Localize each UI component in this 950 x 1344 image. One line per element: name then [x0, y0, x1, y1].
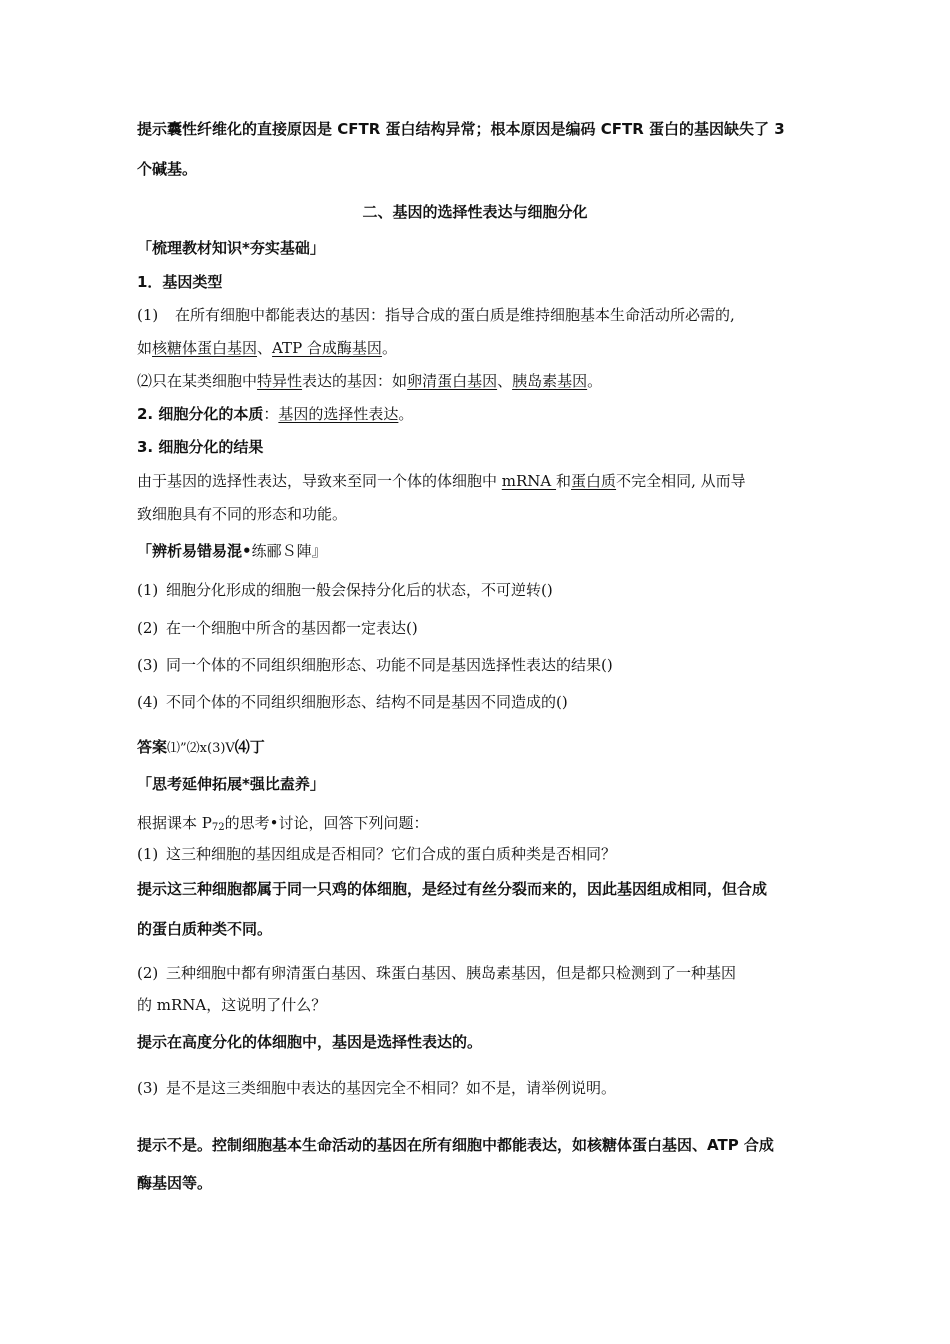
item-text: 。: [587, 372, 603, 390]
underlined-answer: 卵清蛋白基因: [407, 372, 498, 390]
hint-2-line-1: [137, 877, 767, 901]
answer-tail: ⑷丁: [234, 738, 265, 756]
item-number: (2): [137, 964, 159, 982]
question-2-line-2: 的 mRNA，这说明了什么？: [137, 996, 327, 1014]
item-1-p2: [137, 369, 602, 393]
block-title-bold: 「辨析易错易混•: [137, 542, 252, 560]
answer-text: ⑴”⑵x(3)V: [167, 741, 235, 756]
hint-4-line-1: [137, 1133, 774, 1157]
item-3-heading: 3. 细胞分化的结果: [137, 438, 264, 456]
hint-1-line-2: [137, 157, 197, 181]
underlined-answer: 特异性: [257, 372, 303, 390]
item-text: 表达的基因：如: [302, 372, 408, 390]
answer-line: [137, 735, 265, 761]
underlined-answer: ATP 合成酶基因: [272, 339, 382, 357]
block-title-judge: [137, 539, 327, 563]
answer-label: 答案: [137, 738, 168, 756]
block-title-rest: 练郦Ｓ陣』: [251, 542, 327, 560]
item-2-heading: 2. 细胞分化的本质: [137, 405, 264, 423]
question-1: [137, 842, 616, 866]
item-number: (1): [137, 845, 159, 863]
item-text: 在所有细胞中都能表达的基因：指导合成的蛋白质是维持细胞基本生命活动所必需的,: [175, 306, 735, 324]
hint-text: 在高度分化的体细胞中，基因是选择性表达的。: [167, 1033, 483, 1051]
item-text: 。: [398, 405, 414, 423]
hint-text: 的蛋白质种类不同。: [137, 920, 273, 938]
item-number: (1): [137, 306, 159, 324]
intro-text: 的思考•讨论，回答下列问题：: [224, 814, 429, 832]
item-number: (1): [137, 581, 159, 599]
item-3-line-1: [137, 469, 746, 493]
hint-3: [137, 1030, 482, 1054]
hint-text: 酶基因等。: [137, 1174, 213, 1192]
item-text: 这三种细胞的基因组成是否相同？它们合成的蛋白质种类是否相同？: [166, 845, 617, 863]
item-number: (3): [137, 1079, 159, 1097]
underlined-answer: 基因的选择性表达: [278, 405, 399, 423]
item-text: 在一个细胞中所含的基因都一定表达(): [166, 619, 418, 637]
hint-text: 这三种细胞都属于同一只鸡的体细胞，是经过有丝分裂而来的，因此基因组成相同，但合成: [167, 880, 768, 898]
item-number: (4): [137, 693, 159, 711]
underlined-answer: 胰岛素基因: [512, 372, 588, 390]
item-text: 细胞分化形成的细胞一般会保持分化后的状态，不可逆转(): [166, 581, 553, 599]
item-text: 只在某类细胞中: [152, 372, 258, 390]
item-2: [137, 402, 413, 426]
item-1-p1-line-1: [137, 303, 735, 327]
item-text: 是不是这三类细胞中表达的基因完全不相同？如不是，请举例说明。: [166, 1079, 617, 1097]
item-3-line-2: 致细胞具有不同的形态和功能。: [137, 505, 348, 523]
underlined-answer: 蛋白质: [571, 472, 617, 490]
hint-text: 个碱基。: [137, 160, 198, 178]
judge-item: [137, 578, 553, 602]
underlined-answer: 核糖体蛋白基因: [152, 339, 258, 357]
item-text: ：: [263, 405, 279, 423]
item-text: 和: [556, 472, 572, 490]
block-title-think: 「思考延伸拓展*强比盍养」: [137, 775, 325, 793]
hint-label: 提示: [137, 120, 168, 138]
item-text: 、: [497, 372, 513, 390]
intro-text: 根据课本 P: [137, 814, 212, 832]
hint-2-line-2: [137, 917, 272, 941]
hint-text: 不是。控制细胞基本生命活动的基因在所有细胞中都能表达，如核糖体蛋白基因、ATP 合成: [167, 1136, 774, 1154]
item-text: 不完全相同, 从而导: [616, 472, 746, 490]
hint-label: 提示: [137, 1033, 168, 1051]
question-2-line-1: [137, 961, 736, 985]
judge-item: [137, 616, 418, 640]
page-subscript: 72: [211, 822, 225, 833]
hint-label: 提示: [137, 1136, 168, 1154]
item-number: (2): [137, 619, 159, 637]
question-3: [137, 1076, 616, 1100]
judge-item: [137, 653, 613, 677]
judge-item: [137, 690, 568, 714]
item-1-heading: 1．基因类型: [137, 273, 223, 291]
item-text: 、: [257, 339, 273, 357]
section-title: 二、基因的选择性表达与细胞分化: [362, 203, 588, 221]
hint-4-line-2: [137, 1171, 212, 1195]
hint-text: 囊性纤维化的直接原因是 CFTR 蛋白结构异常；根本原因是编码 CFTR 蛋白的基因缺失了 3: [167, 120, 785, 138]
underlined-answer: mRNA: [501, 472, 557, 490]
hint-1-line-1: [137, 117, 785, 141]
intro-line: [137, 811, 428, 840]
item-text: 三种细胞中都有卵清蛋白基因、珠蛋白基因、胰岛素基因，但是都只检测到了一种基因: [166, 964, 737, 982]
item-1-p1-line-2: [137, 336, 397, 360]
item-text: 不同个体的不同组织细胞形态、结构不同是基因不同造成的(): [166, 693, 568, 711]
hint-label: 提示: [137, 880, 168, 898]
block-title-textbook: 「梳理教材知识*夯实基础」: [137, 239, 325, 257]
item-number: ⑵: [137, 372, 153, 390]
item-text: 。: [381, 339, 397, 357]
item-text: 如: [137, 339, 153, 357]
item-text: 由于基因的选择性表达，导致来至同一个体的体细胞中: [137, 472, 502, 490]
item-number: (3): [137, 656, 159, 674]
item-text: 同一个体的不同组织细胞形态、功能不同是基因选择性表达的结果(): [166, 656, 613, 674]
